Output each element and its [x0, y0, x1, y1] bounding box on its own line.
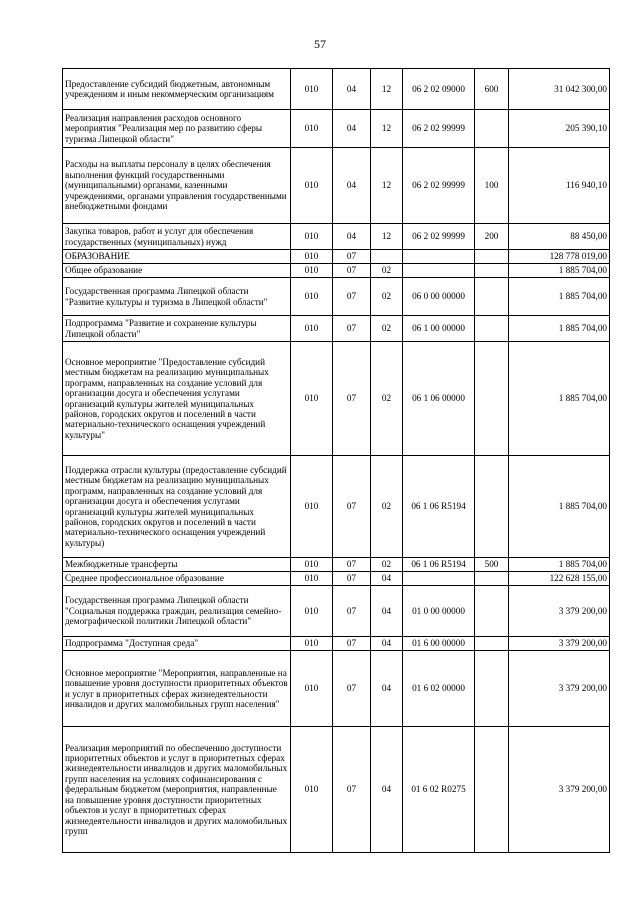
page-number: 57	[314, 37, 326, 51]
table-row	[63, 637, 610, 651]
amount-cell: 1 885 704,00	[509, 456, 610, 558]
admin-code-cell: 010	[291, 278, 333, 316]
table-row	[63, 651, 610, 727]
amount-cell: 31 042 300,00	[509, 69, 610, 110]
section-cell: 07	[333, 586, 371, 637]
admin-code-cell: 010	[291, 250, 333, 264]
target-article-cell: 06 1 06 R5194	[403, 456, 475, 558]
admin-code-cell: 010	[291, 264, 333, 278]
subsection-cell: 02	[371, 264, 403, 278]
row-name-cell: Общее образование	[63, 264, 291, 278]
target-article-cell: 06 2 02 99999	[403, 224, 475, 250]
row-name-cell: Государственная программа Липецкой области "Развитие культуры и туризма в Липецкой области"	[63, 278, 291, 316]
row-name-cell: Подпрограмма "Доступная среда"	[63, 637, 291, 651]
expense-type-cell: 500	[475, 558, 509, 572]
admin-code-cell: 010	[291, 727, 333, 853]
subsection-cell: 04	[371, 651, 403, 727]
section-cell: 07	[333, 572, 371, 586]
subsection-cell: 02	[371, 316, 403, 342]
subsection-cell: 12	[371, 148, 403, 224]
admin-code-cell: 010	[291, 456, 333, 558]
row-name-cell: Подпрограмма "Развитие и сохранение культуры Липецкой области"	[63, 316, 291, 342]
section-cell: 04	[333, 148, 371, 224]
budget-table-body	[63, 69, 610, 853]
subsection-cell: 02	[371, 456, 403, 558]
row-name-cell: Расходы на выплаты персоналу в целях обеспечения выполнения функций государственными (муниципальными) органами, казенными учреждениями, органами управления государственными внебюджетными фондами	[63, 148, 291, 224]
section-cell: 04	[333, 224, 371, 250]
amount-cell: 128 778 019,00	[509, 250, 610, 264]
target-article-cell: 06 1 00 00000	[403, 316, 475, 342]
row-name-cell: Закупка товаров, работ и услуг для обеспечения государственных (муниципальных) нужд	[63, 224, 291, 250]
section-cell: 04	[333, 110, 371, 148]
subsection-cell: 02	[371, 558, 403, 572]
section-cell: 07	[333, 264, 371, 278]
target-article-cell: 01 6 00 00000	[403, 637, 475, 651]
subsection-cell: 12	[371, 110, 403, 148]
amount-cell: 3 379 200,00	[509, 637, 610, 651]
target-article-cell	[403, 264, 475, 278]
table-row	[63, 727, 610, 853]
admin-code-cell: 010	[291, 342, 333, 456]
admin-code-cell: 010	[291, 637, 333, 651]
admin-code-cell: 010	[291, 558, 333, 572]
row-name-cell: Поддержка отрасли культуры (предоставление субсидий местным бюджетам на реализацию муниципальных программ, направленных на создание условий для организации досуга и обеспечения услугами организаций культуры жителей муниципальных районов, городских округов и поселений в части материально-технического оснащения учреждений культуры)	[63, 456, 291, 558]
expense-type-cell	[475, 110, 509, 148]
subsection-cell: 04	[371, 572, 403, 586]
table-row	[63, 342, 610, 456]
expense-type-cell	[475, 586, 509, 637]
target-article-cell: 06 2 02 99999	[403, 110, 475, 148]
amount-cell: 205 390,10	[509, 110, 610, 148]
section-cell: 07	[333, 250, 371, 264]
target-article-cell	[403, 572, 475, 586]
subsection-cell: 12	[371, 69, 403, 110]
expense-type-cell	[475, 342, 509, 456]
amount-cell: 1 885 704,00	[509, 278, 610, 316]
subsection-cell: 02	[371, 278, 403, 316]
section-cell: 04	[333, 69, 371, 110]
target-article-cell: 06 2 02 99999	[403, 148, 475, 224]
admin-code-cell: 010	[291, 69, 333, 110]
table-row	[63, 316, 610, 342]
target-article-cell: 01 6 02 R0275	[403, 727, 475, 853]
table-row	[63, 148, 610, 224]
target-article-cell	[403, 250, 475, 264]
target-article-cell: 06 1 06 00000	[403, 342, 475, 456]
table-row	[63, 110, 610, 148]
section-cell: 07	[333, 278, 371, 316]
amount-cell: 116 940,10	[509, 148, 610, 224]
row-name-cell: Реализация мероприятий по обеспечению доступности приоритетных объектов и услуг в приоритетных сферах жизнедеятельности инвалидов и других маломобильных групп населения на условиях софинансирования с федеральным бюджетом (мероприятия, направленные на повышение уровня доступности приоритетных объектов и услуг в приоритетных сферах жизнедеятельности инвалидов и других маломобильных групп	[63, 727, 291, 853]
subsection-cell: 04	[371, 727, 403, 853]
target-article-cell: 01 0 00 00000	[403, 586, 475, 637]
amount-cell: 3 379 200,00	[509, 727, 610, 853]
budget-table	[62, 68, 610, 853]
admin-code-cell: 010	[291, 572, 333, 586]
row-name-cell: Государственная программа Липецкой области "Социальная поддержка граждан, реализация семейно-демографической политики Липецкой области"	[63, 586, 291, 637]
section-cell: 07	[333, 558, 371, 572]
table-row	[63, 586, 610, 637]
amount-cell: 1 885 704,00	[509, 316, 610, 342]
admin-code-cell: 010	[291, 148, 333, 224]
amount-cell: 1 885 704,00	[509, 342, 610, 456]
table-row	[63, 69, 610, 110]
admin-code-cell: 010	[291, 651, 333, 727]
row-name-cell: Реализация направления расходов основного мероприятия "Реализация мер по развитию сферы туризма Липецкой области"	[63, 110, 291, 148]
amount-cell: 1 885 704,00	[509, 558, 610, 572]
table-row	[63, 456, 610, 558]
table-row	[63, 264, 610, 278]
section-cell: 07	[333, 651, 371, 727]
expense-type-cell	[475, 572, 509, 586]
row-name-cell: Основное мероприятие "Предоставление субсидий местным бюджетам на реализацию муниципальных программ, направленных на создание условий для организации досуга и обеспечения услугами организаций культуры жителей муниципальных районов, городских округов и поселений в части материально-технического оснащения учреждений культуры"	[63, 342, 291, 456]
target-article-cell: 01 6 02 00000	[403, 651, 475, 727]
expense-type-cell	[475, 264, 509, 278]
amount-cell: 88 450,00	[509, 224, 610, 250]
expense-type-cell	[475, 278, 509, 316]
amount-cell: 3 379 200,00	[509, 586, 610, 637]
table-row	[63, 224, 610, 250]
amount-cell: 3 379 200,00	[509, 651, 610, 727]
expense-type-cell	[475, 250, 509, 264]
expense-type-cell	[475, 727, 509, 853]
table-row	[63, 572, 610, 586]
expense-type-cell: 100	[475, 148, 509, 224]
admin-code-cell: 010	[291, 586, 333, 637]
table-row	[63, 558, 610, 572]
target-article-cell: 06 2 02 09000	[403, 69, 475, 110]
admin-code-cell: 010	[291, 316, 333, 342]
subsection-cell	[371, 250, 403, 264]
expense-type-cell: 200	[475, 224, 509, 250]
section-cell: 07	[333, 342, 371, 456]
target-article-cell: 06 1 06 R5194	[403, 558, 475, 572]
row-name-cell: Основное мероприятие "Мероприятия, направленные на повышение уровня доступности приоритетных объектов и услуг в приоритетных сферах жизнедеятельности инвалидов и других маломобильных групп населения"	[63, 651, 291, 727]
section-cell: 07	[333, 637, 371, 651]
admin-code-cell: 010	[291, 224, 333, 250]
subsection-cell: 02	[371, 342, 403, 456]
expense-type-cell: 600	[475, 69, 509, 110]
expense-type-cell	[475, 651, 509, 727]
amount-cell: 122 628 155,00	[509, 572, 610, 586]
row-name-cell: ОБРАЗОВАНИЕ	[63, 250, 291, 264]
subsection-cell: 04	[371, 586, 403, 637]
table-row	[63, 278, 610, 316]
subsection-cell: 12	[371, 224, 403, 250]
expense-type-cell	[475, 316, 509, 342]
expense-type-cell	[475, 456, 509, 558]
subsection-cell: 04	[371, 637, 403, 651]
table-row	[63, 250, 610, 264]
row-name-cell: Межбюджетные трансферты	[63, 558, 291, 572]
amount-cell: 1 885 704,00	[509, 264, 610, 278]
section-cell: 07	[333, 316, 371, 342]
row-name-cell: Среднее профессиональное образование	[63, 572, 291, 586]
admin-code-cell: 010	[291, 110, 333, 148]
expense-type-cell	[475, 637, 509, 651]
section-cell: 07	[333, 456, 371, 558]
target-article-cell: 06 0 00 00000	[403, 278, 475, 316]
section-cell: 07	[333, 727, 371, 853]
row-name-cell: Предоставление субсидий бюджетным, автономным учреждениям и иным некоммерческим организациям	[63, 69, 291, 110]
